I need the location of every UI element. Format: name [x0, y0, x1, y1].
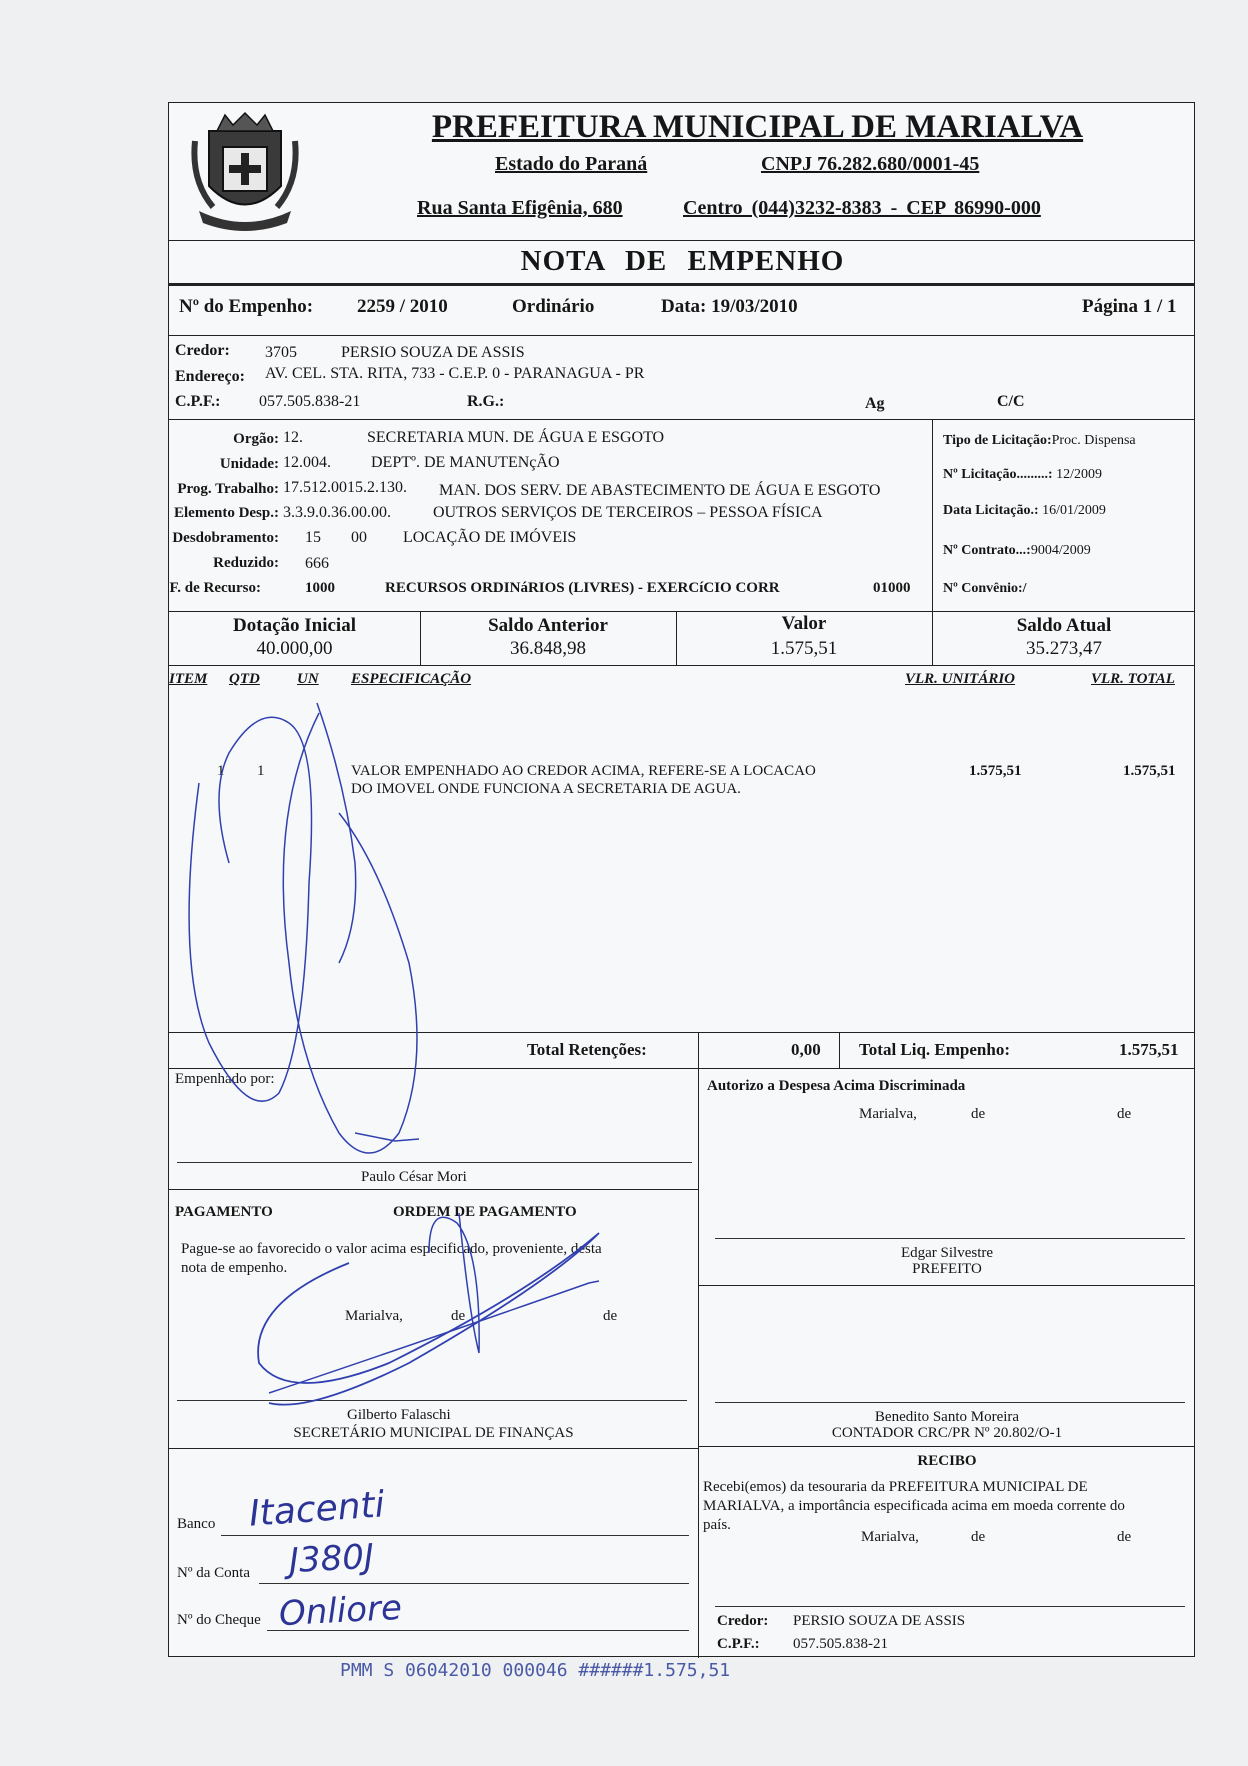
- col-qtd: QTD: [229, 671, 260, 687]
- pagamento-signer-role: SECRETÁRIO MUNICIPAL DE FINANÇAS: [293, 1425, 574, 1441]
- elemento-code: 3.3.9.0.36.00.00.: [283, 504, 391, 521]
- address-label: Endereço:: [175, 368, 245, 385]
- col-item: ITEM: [169, 671, 208, 687]
- agency-label: Ag: [865, 395, 885, 412]
- state-label: Estado do Paraná: [495, 153, 648, 175]
- licitacao-data-value: 16/01/2009: [1042, 503, 1106, 518]
- total-retencoes-value: 0,00: [791, 1040, 821, 1059]
- unidade-desc: DEPTº. DE MANUTENçÃO: [371, 454, 560, 471]
- item-number: 1: [217, 763, 225, 779]
- recurso-code-2: 01000: [873, 580, 911, 596]
- pagamento-signer: Gilberto Falaschi: [347, 1407, 451, 1423]
- recurso-label: F. de Recurso:: [169, 580, 261, 596]
- recurso-code: 1000: [305, 580, 335, 596]
- pagamento-text-line-1: Pague-se ao favorecido o valor acima especificado, proveniente, desta: [181, 1241, 602, 1257]
- elemento-desc: OUTROS SERVIÇOS DE TERCEIROS – PESSOA FÍSICA: [433, 504, 823, 521]
- autorizo-de-1: de: [971, 1106, 986, 1122]
- contador-name: Benedito Santo Moreira: [874, 1409, 1020, 1425]
- pagamento-text-line-2: nota de empenho.: [181, 1260, 288, 1276]
- licitacao-tipo: [943, 433, 1136, 449]
- municipality-title: PREFEITURA MUNICIPAL DE MARIALVA: [431, 109, 1084, 145]
- credor-address: AV. CEL. STA. RITA, 733 - C.E.P. 0 - PARANAGUA - PR: [265, 365, 645, 382]
- saldo-atual-label: Saldo Atual: [1016, 615, 1112, 636]
- prog-code: 17.512.0015.2.130.: [283, 479, 407, 496]
- rg-label: R.G.:: [467, 393, 505, 410]
- autorizo-city: Marialva,: [859, 1106, 917, 1122]
- saldo-anterior-label: Saldo Anterior: [488, 615, 608, 636]
- orgao-code: 12.: [283, 429, 303, 446]
- empenho-date: Data: 19/03/2010: [661, 296, 798, 317]
- banco-handwritten: Itacenti: [247, 1484, 386, 1535]
- recibo-title: RECIBO: [917, 1453, 977, 1469]
- contador-role: CONTADOR CRC/PR Nº 20.802/O-1: [831, 1425, 1063, 1441]
- valor-value: 1.575,51: [770, 638, 838, 659]
- contact-label: Centro (044)3232-8383 - CEP 86990-000: [683, 197, 1041, 219]
- col-especificacao: ESPECIFICAÇÃO: [351, 671, 472, 687]
- item-unit-value: 1.575,51: [969, 763, 1022, 779]
- account-label: C/C: [997, 393, 1025, 410]
- empenhado-signer: Paulo César Mori: [361, 1169, 467, 1185]
- recibo-text-line-1: Recebi(emos) da tesouraria da PREFEITURA MUNICIPAL DE: [703, 1479, 1088, 1495]
- orgao-label: Orgão:: [233, 431, 279, 447]
- contrato-value: 9004/2009: [1030, 543, 1091, 558]
- desdobramento-label: Desdobramento:: [172, 530, 279, 546]
- cheque-handwritten: Onliore: [278, 1587, 403, 1635]
- prefeito-role: PREFEITO: [912, 1261, 982, 1277]
- recibo-city: Marialva,: [861, 1529, 919, 1545]
- contrato-label: Nº Contrato...:: [943, 543, 1031, 558]
- nota-de-empenho-form: [168, 102, 1195, 1657]
- convenio-label: Nº Convênio:/: [943, 581, 1027, 596]
- elemento-label: Elemento Desp.:: [174, 505, 279, 521]
- signature-scribble-top: [169, 663, 698, 1203]
- credor-code: 3705: [265, 344, 297, 361]
- recibo-cpf-value: 057.505.838-21: [793, 1636, 888, 1652]
- signature-scribble-bottom: [229, 1193, 649, 1423]
- total-liquido-label: Total Liq. Empenho:: [859, 1040, 1010, 1059]
- recibo-de-2: de: [1117, 1529, 1132, 1545]
- recibo-text-line-3: país.: [703, 1517, 731, 1533]
- desdobramento-sub: 00: [351, 529, 367, 546]
- pagamento-city: Marialva,: [345, 1308, 403, 1324]
- cnpj-label: CNPJ 76.282.680/0001-45: [761, 153, 980, 175]
- empenho-number: 2259 / 2010: [357, 296, 448, 317]
- total-liquido-value: 1.575,51: [1119, 1040, 1179, 1059]
- prefeito-name: Edgar Silvestre: [900, 1245, 994, 1261]
- contrato: [943, 543, 1091, 559]
- document-title: NOTA DE EMPENHO: [520, 245, 845, 277]
- unidade-label: Unidade:: [219, 456, 279, 472]
- licitacao-tipo-label: Tipo de Licitação:: [943, 433, 1052, 448]
- cpf-label: C.P.F.:: [175, 393, 221, 410]
- item-spec-line-1: VALOR EMPENHADO AO CREDOR ACIMA, REFERE-SE A LOCACAO: [351, 763, 816, 779]
- conta-handwritten: J380J: [288, 1536, 375, 1582]
- dotacao-inicial-value: 40.000,00: [256, 638, 333, 659]
- credor-label: Credor:: [175, 342, 230, 359]
- ordem-pagamento-label: ORDEM DE PAGAMENTO: [393, 1204, 577, 1220]
- recibo-de-1: de: [971, 1529, 986, 1545]
- recibo-cpf-label: C.P.F.:: [717, 1636, 760, 1652]
- col-valor-unitario: VLR. UNITÁRIO: [905, 671, 1016, 687]
- cheque-label: Nº do Cheque: [177, 1612, 261, 1628]
- item-qtd: 1: [257, 763, 265, 779]
- valor-label: Valor: [781, 613, 827, 634]
- street-label: Rua Santa Efigênia, 680: [417, 197, 623, 219]
- licitacao-tipo-value: Proc. Dispensa: [1051, 433, 1136, 448]
- total-retencoes-label: Total Retenções:: [527, 1040, 647, 1059]
- autorizo-de-2: de: [1117, 1106, 1132, 1122]
- dotacao-inicial-label: Dotação Inicial: [233, 615, 356, 636]
- col-valor-total: VLR. TOTAL: [1091, 671, 1175, 687]
- payment-stamp: PMM S 06042010 000046 ######1.575,51: [340, 1660, 731, 1681]
- credor-name: PERSIO SOUZA DE ASSIS: [341, 344, 525, 361]
- unidade-code: 12.004.: [283, 454, 331, 471]
- coat-of-arms-icon: [189, 111, 301, 231]
- licitacao-numero: [943, 467, 1102, 483]
- licitacao-numero-label: Nº Licitação.........:: [943, 467, 1053, 482]
- licitacao-data: [943, 503, 1106, 519]
- desdobramento-desc: LOCAÇÃO DE IMÓVEIS: [403, 529, 577, 546]
- conta-label: Nº da Conta: [177, 1565, 250, 1581]
- licitacao-data-label: Data Licitação.:: [943, 503, 1039, 518]
- prog-desc: MAN. DOS SERV. DE ABASTECIMENTO DE ÁGUA E ESGOTO: [439, 482, 881, 499]
- recurso-desc: RECURSOS ORDINáRIOS (LIVRES) - EXERCíCIO CORR: [385, 580, 780, 596]
- prog-label: Prog. Trabalho:: [177, 481, 279, 497]
- recibo-credor-label: Credor:: [717, 1613, 769, 1629]
- saldo-atual-value: 35.273,47: [1026, 638, 1102, 659]
- empenhado-por-label: Empenhado por:: [175, 1071, 275, 1087]
- banco-label: Banco: [177, 1516, 216, 1532]
- reduzido-code: 666: [305, 555, 329, 572]
- empenho-number-label: Nº do Empenho:: [179, 296, 314, 317]
- pagamento-label: PAGAMENTO: [175, 1204, 273, 1220]
- pagamento-de-2: de: [603, 1308, 618, 1324]
- orgao-desc: SECRETARIA MUN. DE ÁGUA E ESGOTO: [367, 429, 665, 446]
- desdobramento-code: 15: [305, 529, 321, 546]
- saldo-anterior-value: 36.848,98: [510, 638, 586, 659]
- reduzido-label: Reduzido:: [213, 555, 279, 571]
- col-un: UN: [297, 671, 319, 687]
- credor-cpf: 057.505.838-21: [259, 393, 361, 410]
- item-spec-line-2: DO IMOVEL ONDE FUNCIONA A SECRETARIA DE AGUA.: [351, 781, 741, 797]
- autorizo-title: Autorizo a Despesa Acima Discriminada: [707, 1078, 966, 1094]
- item-total-value: 1.575,51: [1123, 763, 1176, 779]
- recibo-text-line-2: MARIALVA, a importância especificada acima em moeda corrente do: [703, 1498, 1125, 1514]
- page-number: Página 1 / 1: [1082, 296, 1177, 317]
- empenho-type: Ordinário: [512, 296, 595, 317]
- licitacao-numero-value: 12/2009: [1056, 467, 1102, 482]
- pagamento-de-1: de: [451, 1308, 466, 1324]
- recibo-credor-name: PERSIO SOUZA DE ASSIS: [793, 1613, 966, 1629]
